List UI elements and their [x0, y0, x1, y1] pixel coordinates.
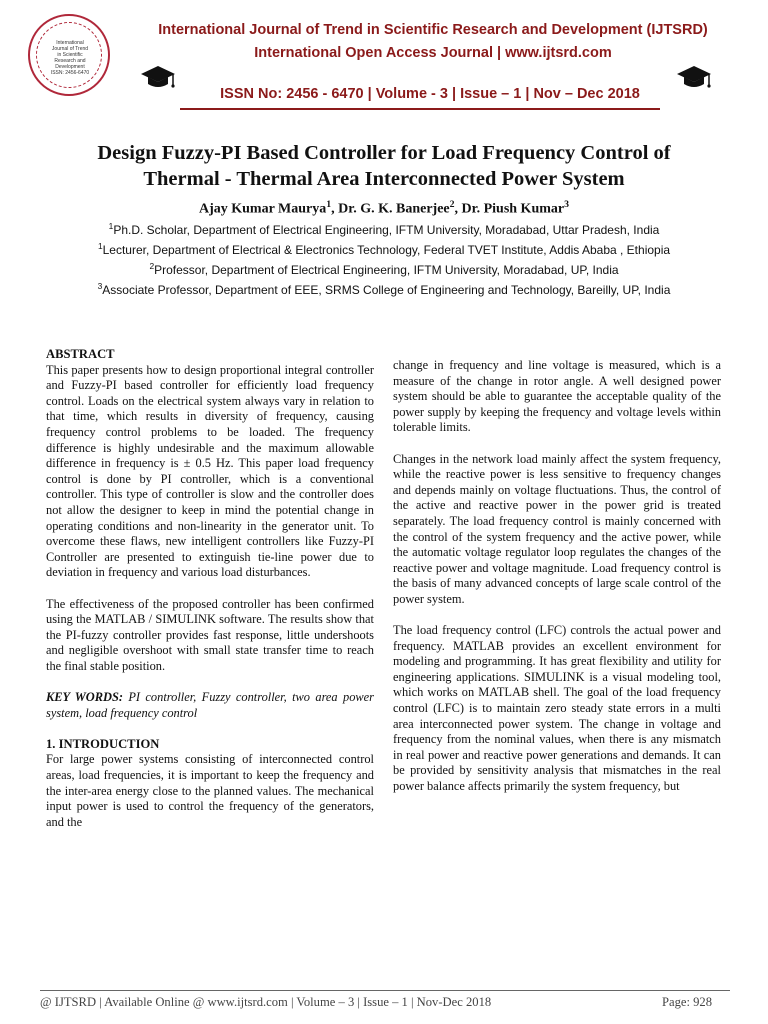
author-name: , Dr. G. K. Banerjee	[331, 201, 450, 217]
abstract-paragraph: This paper presents how to design proportional integral controller and Fuzzy-PI based controller for efficiently load frequency control. Loads on the electrical system always vary in relation to that time, which results in diversity of frequency, causing frequency control problems to be loaded. The frequency difference is highly undesirable and the maximum allowable difference in frequency is ± 0.5 Hz. This paper load frequency control is done by PI controller, which is a conventional controller. This type of controller is slow and the controller does not allow the designer to keep in mind the potential change in operating conditions and non-linearity in the generator unit. To overcome these flaws, new intelligent controllers like Fuzzy-PI Controller are presented to extinguish tie-line power due to deviation in frequency and various load disturbances.	[46, 362, 374, 580]
logo-text	[50, 40, 90, 74]
keywords	[46, 690, 374, 721]
affiliation-text: Professor, Department of Electrical Engineering, IFTM University, Moradabad, UP, India	[154, 263, 619, 277]
affiliation-text: Ph.D. Scholar, Department of Electrical Engineering, IFTM University, Moradabad, Uttar Pradesh, India	[113, 223, 660, 237]
title-line-1: Design Fuzzy-PI Based Controller for Load Frequency Control of	[97, 142, 671, 164]
journal-header	[0, 0, 768, 115]
issn-volume-line: ISSN No: 2456 - 6470 | Volume - 3 | Issue – 1 | Nov – Dec 2018	[220, 86, 640, 102]
footer-divider	[40, 990, 730, 991]
author-sup: 3	[564, 199, 570, 210]
introduction-heading: 1. INTRODUCTION	[46, 736, 160, 751]
abstract-heading: ABSTRACT	[46, 347, 115, 361]
graduation-cap-icon	[676, 64, 712, 92]
author-name: Ajay Kumar Maurya	[198, 201, 327, 217]
header-divider	[180, 108, 660, 110]
keywords-label: KEY WORDS:	[46, 690, 123, 705]
title-line-2: Thermal - Thermal Area Interconnected Power System	[143, 168, 625, 190]
affiliation-sup: 2	[149, 261, 155, 271]
affiliation	[10, 241, 758, 257]
right-column	[393, 358, 721, 810]
logo-journal-name: International Journal of Trend in Scientific Research and Development	[51, 40, 89, 70]
footer-citation: @ IJTSRD | Available Online @ www.ijtsrd.com | Volume – 3 | Issue – 1 | Nov-Dec 2018	[40, 995, 492, 1009]
author-name: , Dr. Piush Kumar	[454, 201, 565, 217]
author-sup: 2	[449, 199, 455, 210]
affiliation-text: Associate Professor, Department of EEE, SRMS College of Engineering and Technology, Bareilly, UP, India	[102, 283, 671, 297]
page-number: Page: 928	[662, 995, 713, 1009]
logo-issn: ISSN: 2456-6470	[50, 70, 90, 74]
left-column	[46, 347, 374, 846]
affiliation-sup: 3	[97, 281, 103, 291]
abstract-paragraph: The effectiveness of the proposed controller has been confirmed using the MATLAB / SIMULINK software. The results show that the PI-fuzzy controller provides fast response, little undershoots and negligible overshoot with small state transfer time to reach the final stable position.	[46, 596, 374, 673]
keywords-text: PI controller, Fuzzy controller, two area power system, load frequency control	[46, 690, 374, 720]
affiliation-text: Lecturer, Department of Electrical & Electronics Technology, Federal TVET Institute, Addis Ababa , Ethiopia	[102, 243, 671, 257]
author-list	[20, 199, 748, 218]
journal-subtitle: International Open Access Journal | www.ijtsrd.com	[254, 45, 612, 61]
affiliation-sup: 1	[108, 221, 114, 231]
body-paragraph: The load frequency control (LFC) controls the actual power and frequency. MATLAB provides an excellent environment for modeling and programming. It has great flexibility and utility for engineering applications. SIMULINK is a visual modeling tool, which works on MATLAB shell. The goal of the load frequency control (LFC) is to maintain zero steady state errors in a multi area interconnected power system. The change in voltage and frequency from the nominal values, when there is any mismatch in real power and reactive power generations and demands. It can be provided by sensitivity analysis that mismatches in the real power balance affects primarily the system frequency, but	[393, 623, 721, 794]
introduction-paragraph: For large power systems consisting of interconnected control areas, load frequencies, it is important to keep the frequency and the inter-area energy close to the planned values. The mechanical input power is used to control the frequency of the generators, and the	[46, 752, 374, 829]
affiliation-sup: 1	[97, 241, 103, 251]
affiliation	[10, 261, 758, 277]
body-paragraph: change in frequency and line voltage is measured, which is a measure of the change in rotor angle. A well designed power system should be able to guarantee the acceptable quality of the power supply by keeping the frequency and voltage levels within tolerable limits.	[393, 358, 721, 435]
author-sup: 1	[326, 199, 332, 210]
body-paragraph: Changes in the network load mainly affect the system frequency, while the reactive power is less sensitive to frequency changes and depends mainly on voltage fluctuations. Thus, the control of the active and reactive power in the power grid is treated separately. The load frequency control is mainly concerned with the control of the system frequency and the active power, while the automatic voltage regulator loop regulates the changes of the reactive power and voltage magnitude. Load frequency control is the basis of many advanced concepts of large scale control of the power system.	[393, 451, 721, 606]
journal-name: International Journal of Trend in Scientific Research and Development (IJTSRD)	[158, 22, 708, 38]
affiliation	[10, 281, 758, 297]
paper-title	[20, 140, 748, 192]
journal-logo	[28, 14, 110, 96]
affiliation	[10, 221, 758, 237]
